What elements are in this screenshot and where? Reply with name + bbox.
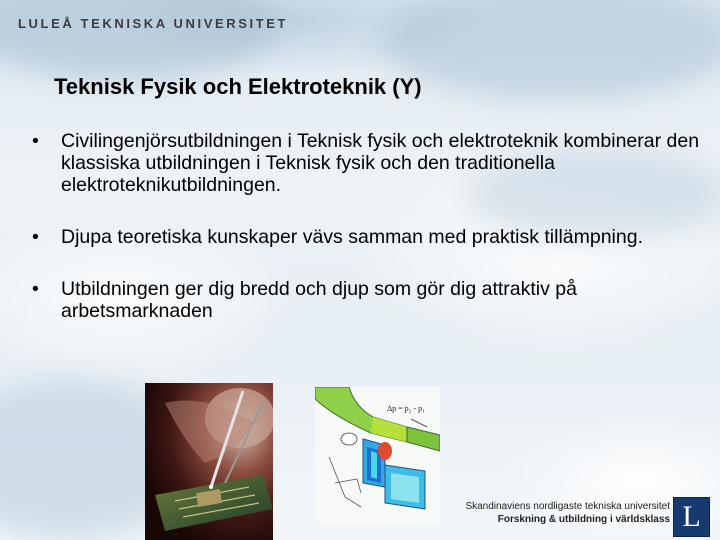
snow-shadow — [380, 0, 720, 100]
bullet-item — [30, 278, 700, 322]
slide-title: Teknisk Fysik och Elektroteknik (Y) — [54, 74, 422, 99]
bullet-icon: • — [32, 226, 39, 248]
bullet-list — [30, 130, 700, 352]
bullet-text: Civilingenjörsutbildningen i Teknisk fysik och elektroteknik kombinerar den klassiska utbildningen i Teknisk fysik och den traditionella elektroteknikutbildningen. — [61, 130, 700, 196]
formula-label: Δp = p₂ - p₁ — [387, 404, 425, 413]
snow-shadow — [0, 0, 280, 80]
bullet-text: Utbildningen ger dig bredd och djup som gör dig attraktiv på arbetsmarknaden — [61, 278, 577, 322]
bullet-item — [30, 130, 700, 196]
footer-tagline — [465, 500, 670, 526]
university-brand: LULEÅ TEKNISKA UNIVERSITET — [18, 16, 289, 31]
bullet-icon: • — [32, 278, 39, 300]
flow-simulation-diagram-icon — [315, 387, 440, 523]
bullet-item — [30, 226, 700, 248]
bullet-icon: • — [32, 130, 39, 152]
university-logo-icon: L — [673, 497, 710, 537]
footer-line-2: Forskning & utbildning i världsklass — [497, 514, 670, 525]
bullet-text: Djupa teoretiska kunskaper vävs samman med praktisk tillämpning. — [61, 226, 644, 248]
lab-soldering-photo-icon — [145, 383, 273, 540]
footer-line-1: Skandinaviens nordligaste tekniska universitet — [465, 501, 670, 512]
